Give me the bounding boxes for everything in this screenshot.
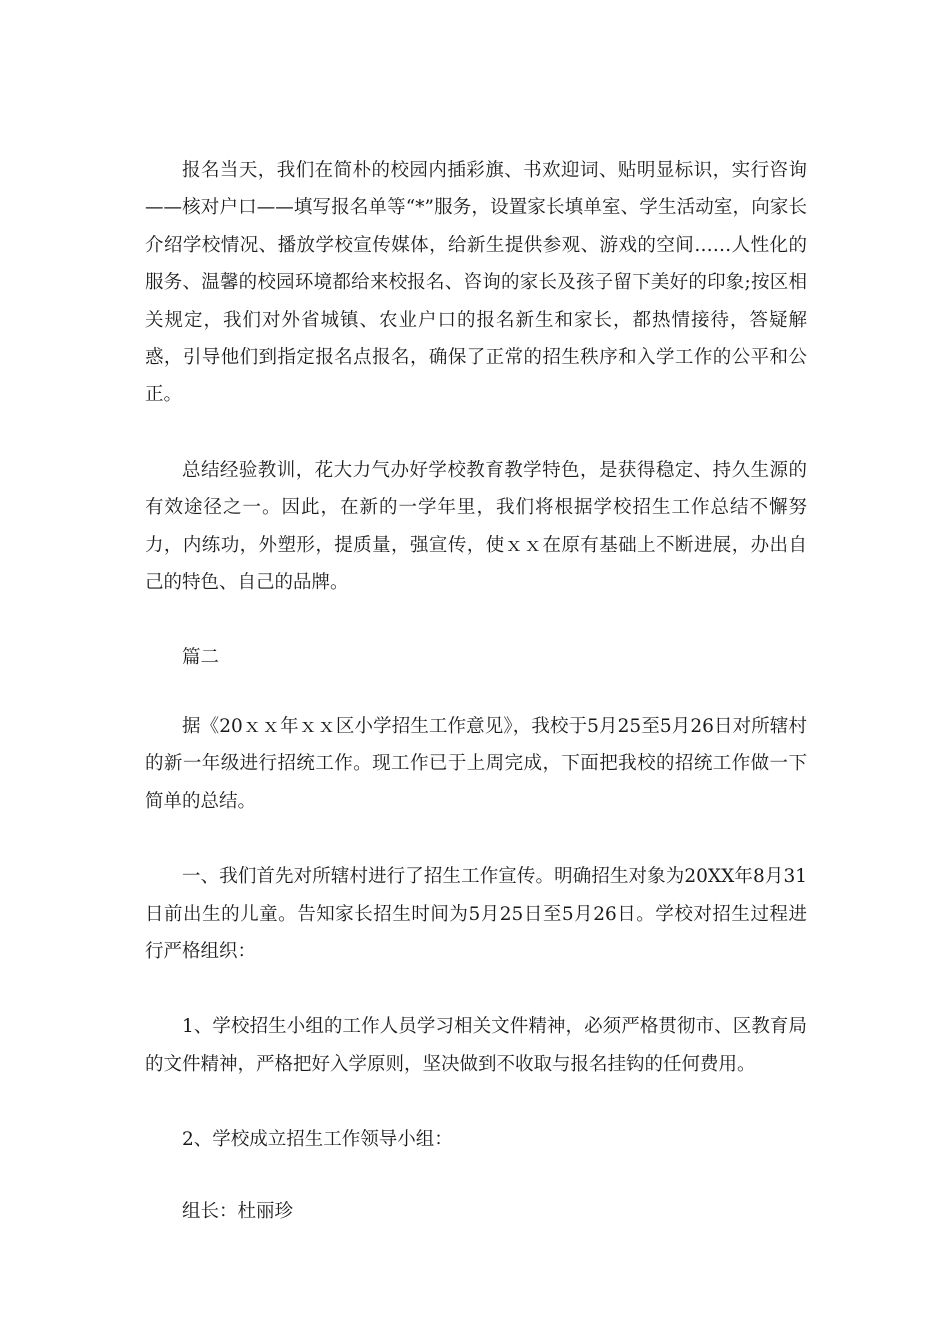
paragraph-item-1: 1、学校招生小组的工作人员学习相关文件精神，必须严格贯彻市、区教育局的文件精神，严格把好入学原则，坚决做到不收取与报名挂钩的任何费用。 [145, 1016, 807, 1075]
document-body [145, 152, 807, 1268]
paragraph-registration-day: 报名当天，我们在简朴的校园内插彩旗、书欢迎词、贴明显标识，实行咨询——核对户口——填写报名单等“*”服务，设置家长填单室、学生活动室，向家长介绍学校情况、播放学校宣传媒体，给新生提供参观、游戏的空间……人性化的服务、温馨的校园环境都给来校报名、咨询的家长及孩子留下美好的印象;按区相关规定，我们对外省城镇、农业户口的报名新生和家长，都热情接待，答疑解惑，引导他们到指定报名点报名，确保了正常的招生秩序和入学工作的公平和公正。 [145, 160, 807, 406]
paragraph-summary-lessons: 总结经验教训，花大力气办好学校教育教学特色，是获得稳定、持久生源的有效途径之一。因此，在新的一学年里，我们将根据学校招生工作总结不懈努力，内练功，外塑形，提质量，强宣传，使ｘｘ在原有基础上不断进展，办出自己的特色、自己的品牌。 [145, 459, 807, 594]
paragraph-item-2: 2、学校成立招生工作领导小组： [182, 1129, 453, 1151]
section-heading: 篇二 [182, 647, 220, 669]
paragraph-team-leader: 组长：杜丽珍 [182, 1200, 294, 1222]
paragraph-enrollment-intro: 据《20ｘｘ年ｘｘ区小学招生工作意见》，我校于5月25至5月26日对所辖村的新一年级进行招统工作。现工作已于上周完成，下面把我校的招统工作做一下简单的总结。 [145, 715, 807, 812]
paragraph-publicity: 一、我们首先对所辖村进行了招生工作宣传。明确招生对象为20XX年8月31日前出生的儿童。告知家长招生时间为5月25日至5月26日。学校对招生过程进行严格组织： [145, 866, 807, 962]
